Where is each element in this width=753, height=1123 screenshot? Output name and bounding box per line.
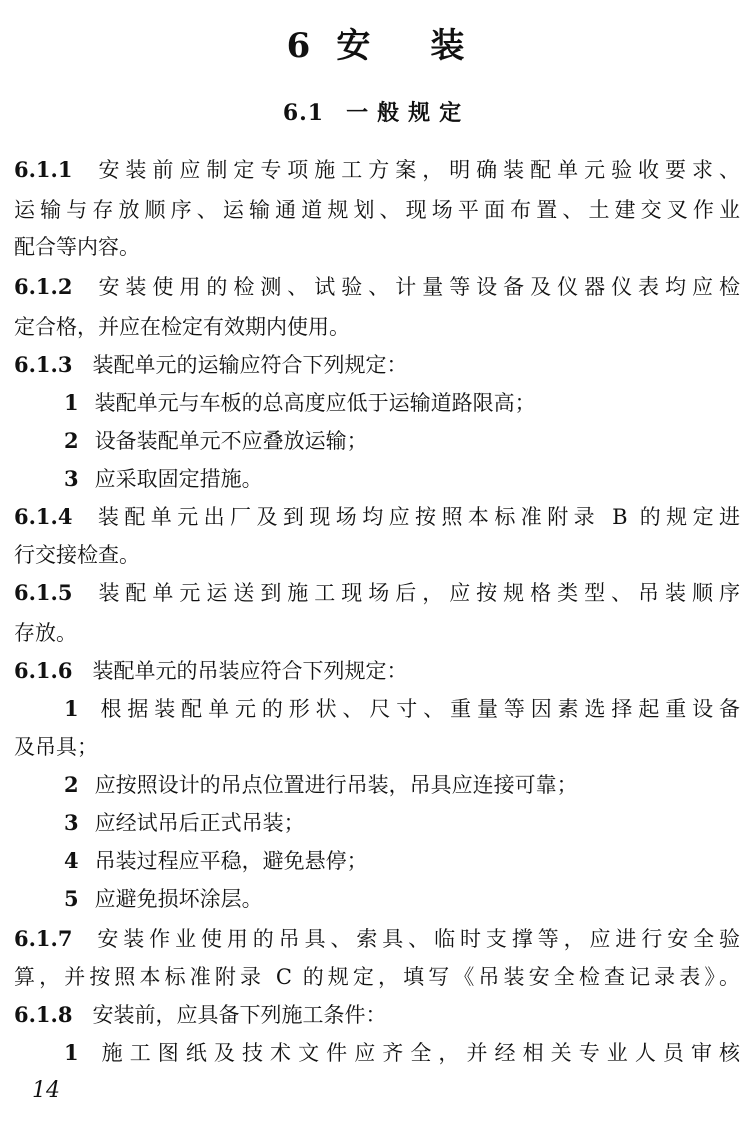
continuation-line [14, 540, 740, 570]
item-text: 应避免损坏涂层。 [94, 887, 263, 911]
item-number: 1 [64, 696, 79, 721]
list-item [64, 464, 740, 494]
clause-line [14, 924, 740, 954]
chapter-title-char-1: 安 [336, 26, 373, 66]
section-title [0, 96, 753, 127]
clause-number: 6.1.3 [14, 352, 73, 377]
list-item [64, 388, 740, 418]
clause-number: 6.1.8 [14, 1002, 73, 1027]
clause-number: 6.1.4 [14, 504, 73, 529]
clause-text: 安装前应制定专项施工方案，明确装配单元验收要求、 [92, 158, 740, 182]
clause-text: 装配单元出厂及到现场均应按照本标准附录 B 的规定进 [92, 505, 740, 529]
item-number: 3 [64, 810, 79, 835]
clause-line [14, 350, 740, 380]
clause-text: 安装使用的检测、试验、计量等设备及仪器仪表均应检 [92, 275, 740, 299]
clause-line [14, 656, 740, 686]
item-number: 3 [64, 466, 79, 491]
item-number: 2 [64, 428, 79, 453]
clause-line [14, 1000, 740, 1030]
clause-number: 6.1.1 [14, 157, 73, 182]
item-text: 应经试吊后正式吊装； [94, 811, 305, 835]
list-item [64, 1038, 740, 1068]
list-item [64, 770, 740, 800]
clause-text: 安装前，应具备下列施工条件： [92, 1003, 387, 1027]
clause-line [14, 155, 740, 185]
clause-text: 行交接检查。 [14, 543, 140, 567]
clause-text: 定合格，并应在检定有效期内使用。 [14, 315, 350, 339]
continuation-line [14, 732, 740, 762]
clause-text: 装配单元运送到施工现场后，应按规格类型、吊装顺序 [92, 581, 740, 605]
continuation-line [14, 312, 740, 342]
continuation-line [14, 962, 740, 992]
item-text: 应按照设计的吊点位置进行吊装，吊具应连接可靠； [94, 773, 578, 797]
clause-line [14, 502, 740, 532]
list-item [64, 846, 740, 876]
item-text: 应采取固定措施。 [94, 467, 263, 491]
item-text: 装配单元与车板的总高度应低于运输道路限高； [94, 391, 536, 415]
clause-text: 装配单元的吊装应符合下列规定： [92, 659, 408, 683]
clause-number: 6.1.5 [14, 580, 73, 605]
item-number: 1 [64, 390, 79, 415]
chapter-title-char-2: 装 [430, 26, 467, 66]
continuation-line [14, 195, 740, 225]
clause-number: 6.1.7 [14, 926, 73, 951]
page-number: 14 [32, 1078, 60, 1103]
list-item [64, 694, 740, 724]
clause-text: 算，并按照本标准附录 C 的规定，填写《吊装安全检查记录表》。 [14, 965, 740, 989]
list-item [64, 884, 740, 914]
clause-number: 6.1.6 [14, 658, 73, 683]
list-item [64, 426, 740, 456]
continuation-line [14, 232, 740, 262]
clause-text: 运输与存放顺序、运输通道规划、现场平面布置、土建交叉作业 [14, 198, 740, 222]
item-text: 设备装配单元不应叠放运输； [94, 429, 368, 453]
item-number: 5 [64, 886, 79, 911]
item-text: 吊装过程应平稳，避免悬停； [94, 849, 368, 873]
item-number: 1 [64, 1040, 79, 1065]
item-number: 2 [64, 772, 79, 797]
clause-line [14, 578, 740, 608]
chapter-title [0, 18, 753, 67]
item-text: 及吊具； [14, 735, 98, 759]
chapter-number: 6 [286, 26, 313, 66]
section-title-text: 一般规定 [346, 100, 471, 126]
list-item [64, 808, 740, 838]
clause-number: 6.1.2 [14, 274, 73, 299]
item-text: 根据装配单元的形状、尺寸、重量等因素选择起重设备 [94, 697, 740, 721]
clause-text: 安装作业使用的吊具、索具、临时支撑等，应进行安全验 [92, 927, 740, 951]
clause-line [14, 272, 740, 302]
clause-text: 存放。 [14, 621, 77, 645]
item-number: 4 [64, 848, 79, 873]
continuation-line [14, 618, 740, 648]
item-text: 施工图纸及技术文件应齐全，并经相关专业人员审核 [94, 1041, 740, 1065]
clause-text: 装配单元的运输应符合下列规定： [92, 353, 408, 377]
section-number: 6.1 [282, 100, 325, 126]
clause-text: 配合等内容。 [14, 235, 140, 259]
